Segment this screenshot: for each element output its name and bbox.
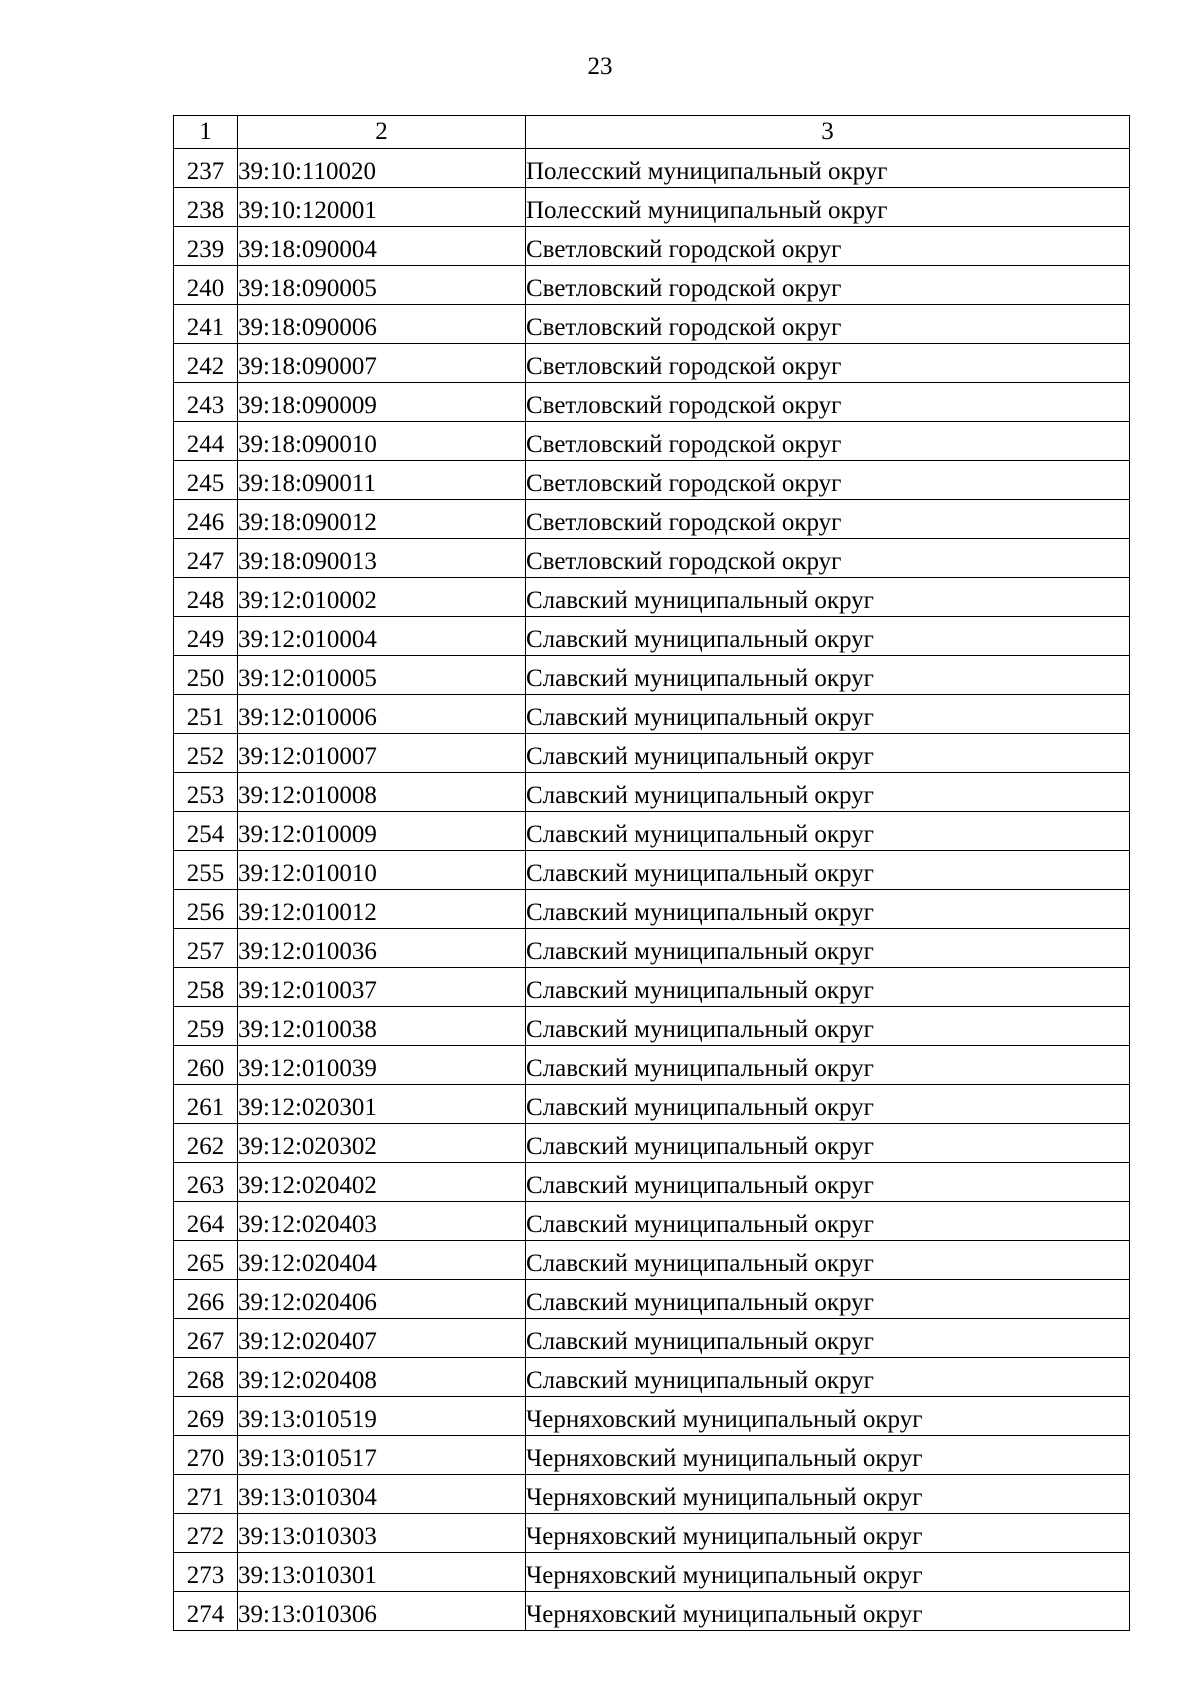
row-number: 259 xyxy=(174,1007,238,1046)
row-number: 262 xyxy=(174,1124,238,1163)
table-row xyxy=(174,1514,1130,1553)
table-row xyxy=(174,968,1130,1007)
row-number: 260 xyxy=(174,1046,238,1085)
cadastral-code: 39:12:010010 xyxy=(238,851,526,890)
row-number: 245 xyxy=(174,461,238,500)
district-name: Славский муниципальный округ xyxy=(526,1007,1130,1046)
row-number: 272 xyxy=(174,1514,238,1553)
table-header-row xyxy=(174,116,1130,149)
row-number: 240 xyxy=(174,266,238,305)
district-name: Черняховский муниципальный округ xyxy=(526,1514,1130,1553)
district-name: Славский муниципальный округ xyxy=(526,773,1130,812)
table-row xyxy=(174,929,1130,968)
cadastral-code: 39:10:120001 xyxy=(238,188,526,227)
table-row xyxy=(174,383,1130,422)
row-number: 239 xyxy=(174,227,238,266)
table-body xyxy=(174,149,1130,1631)
row-number: 264 xyxy=(174,1202,238,1241)
row-number: 273 xyxy=(174,1553,238,1592)
cadastral-code: 39:12:020402 xyxy=(238,1163,526,1202)
district-name: Черняховский муниципальный округ xyxy=(526,1592,1130,1631)
row-number: 248 xyxy=(174,578,238,617)
row-number: 241 xyxy=(174,305,238,344)
cadastral-code: 39:12:010039 xyxy=(238,1046,526,1085)
cadastral-code: 39:12:010036 xyxy=(238,929,526,968)
table-row xyxy=(174,539,1130,578)
column-header-district: 3 xyxy=(526,116,1130,149)
table-row xyxy=(174,1475,1130,1514)
cadastral-code: 39:18:090009 xyxy=(238,383,526,422)
table-row xyxy=(174,1592,1130,1631)
district-name: Славский муниципальный округ xyxy=(526,1163,1130,1202)
cadastral-code: 39:12:010002 xyxy=(238,578,526,617)
column-header-number: 1 xyxy=(174,116,238,149)
column-header-cadastral-code: 2 xyxy=(238,116,526,149)
district-name: Черняховский муниципальный округ xyxy=(526,1475,1130,1514)
table-row xyxy=(174,1553,1130,1592)
row-number: 251 xyxy=(174,695,238,734)
table-row xyxy=(174,617,1130,656)
row-number: 256 xyxy=(174,890,238,929)
table-row xyxy=(174,1241,1130,1280)
district-name: Славский муниципальный округ xyxy=(526,929,1130,968)
cadastral-code: 39:12:010006 xyxy=(238,695,526,734)
district-name: Славский муниципальный округ xyxy=(526,968,1130,1007)
cadastral-code: 39:18:090006 xyxy=(238,305,526,344)
cadastral-code: 39:18:090010 xyxy=(238,422,526,461)
table-row xyxy=(174,1358,1130,1397)
district-name: Светловский городской округ xyxy=(526,500,1130,539)
cadastral-code: 39:12:010007 xyxy=(238,734,526,773)
cadastral-code: 39:18:090005 xyxy=(238,266,526,305)
row-number: 270 xyxy=(174,1436,238,1475)
table-row xyxy=(174,1085,1130,1124)
district-name: Славский муниципальный округ xyxy=(526,812,1130,851)
row-number: 238 xyxy=(174,188,238,227)
page-number: 23 xyxy=(587,53,613,80)
district-name: Черняховский муниципальный округ xyxy=(526,1436,1130,1475)
table-row xyxy=(174,1280,1130,1319)
table-row xyxy=(174,734,1130,773)
cadastral-code: 39:18:090012 xyxy=(238,500,526,539)
cadastral-code: 39:12:020403 xyxy=(238,1202,526,1241)
district-name: Светловский городской округ xyxy=(526,461,1130,500)
cadastral-code: 39:12:010037 xyxy=(238,968,526,1007)
cadastral-code: 39:18:090013 xyxy=(238,539,526,578)
district-name: Славский муниципальный округ xyxy=(526,1202,1130,1241)
row-number: 268 xyxy=(174,1358,238,1397)
row-number: 244 xyxy=(174,422,238,461)
cadastral-code: 39:13:010306 xyxy=(238,1592,526,1631)
cadastral-code: 39:12:020407 xyxy=(238,1319,526,1358)
cadastral-code: 39:12:010009 xyxy=(238,812,526,851)
table-row xyxy=(174,1436,1130,1475)
table-row xyxy=(174,227,1130,266)
row-number: 255 xyxy=(174,851,238,890)
row-number: 263 xyxy=(174,1163,238,1202)
cadastral-code: 39:12:010004 xyxy=(238,617,526,656)
table-row xyxy=(174,773,1130,812)
district-name: Светловский городской округ xyxy=(526,305,1130,344)
row-number: 243 xyxy=(174,383,238,422)
row-number: 242 xyxy=(174,344,238,383)
cadastral-code: 39:18:090011 xyxy=(238,461,526,500)
row-number: 237 xyxy=(174,149,238,188)
row-number: 258 xyxy=(174,968,238,1007)
table-row xyxy=(174,500,1130,539)
table-row xyxy=(174,1397,1130,1436)
district-name: Славский муниципальный округ xyxy=(526,1280,1130,1319)
table-row xyxy=(174,1046,1130,1085)
district-name: Славский муниципальный округ xyxy=(526,1241,1130,1280)
district-name: Полесский муниципальный округ xyxy=(526,188,1130,227)
cadastral-code: 39:12:020406 xyxy=(238,1280,526,1319)
table-row xyxy=(174,1124,1130,1163)
cadastral-code: 39:13:010301 xyxy=(238,1553,526,1592)
table-row xyxy=(174,422,1130,461)
cadastral-code: 39:10:110020 xyxy=(238,149,526,188)
row-number: 271 xyxy=(174,1475,238,1514)
row-number: 257 xyxy=(174,929,238,968)
row-number: 253 xyxy=(174,773,238,812)
table-row xyxy=(174,305,1130,344)
table-row xyxy=(174,656,1130,695)
district-name: Славский муниципальный округ xyxy=(526,890,1130,929)
table-row xyxy=(174,149,1130,188)
district-name: Славский муниципальный округ xyxy=(526,1085,1130,1124)
row-number: 250 xyxy=(174,656,238,695)
row-number: 266 xyxy=(174,1280,238,1319)
district-name: Светловский городской округ xyxy=(526,422,1130,461)
district-name: Славский муниципальный округ xyxy=(526,656,1130,695)
cadastral-code: 39:12:010005 xyxy=(238,656,526,695)
cadastral-code: 39:18:090004 xyxy=(238,227,526,266)
district-name: Славский муниципальный округ xyxy=(526,695,1130,734)
district-name: Полесский муниципальный округ xyxy=(526,149,1130,188)
row-number: 265 xyxy=(174,1241,238,1280)
table-row xyxy=(174,1163,1130,1202)
cadastral-code: 39:18:090007 xyxy=(238,344,526,383)
table-row xyxy=(174,266,1130,305)
district-name: Славский муниципальный округ xyxy=(526,1358,1130,1397)
table-row xyxy=(174,851,1130,890)
district-name: Светловский городской округ xyxy=(526,266,1130,305)
district-name: Славский муниципальный округ xyxy=(526,1046,1130,1085)
cadastral-code: 39:12:020404 xyxy=(238,1241,526,1280)
row-number: 269 xyxy=(174,1397,238,1436)
row-number: 267 xyxy=(174,1319,238,1358)
table-row xyxy=(174,1007,1130,1046)
table-row xyxy=(174,890,1130,929)
cadastral-code: 39:12:010012 xyxy=(238,890,526,929)
row-number: 247 xyxy=(174,539,238,578)
district-name: Славский муниципальный округ xyxy=(526,1319,1130,1358)
cadastral-code: 39:13:010519 xyxy=(238,1397,526,1436)
table-row xyxy=(174,461,1130,500)
row-number: 249 xyxy=(174,617,238,656)
district-name: Светловский городской округ xyxy=(526,344,1130,383)
district-name: Славский муниципальный округ xyxy=(526,578,1130,617)
table-row xyxy=(174,1202,1130,1241)
row-number: 261 xyxy=(174,1085,238,1124)
row-number: 252 xyxy=(174,734,238,773)
row-number: 254 xyxy=(174,812,238,851)
cadastral-code: 39:12:010008 xyxy=(238,773,526,812)
cadastral-code: 39:12:020302 xyxy=(238,1124,526,1163)
table-row xyxy=(174,812,1130,851)
district-name: Славский муниципальный округ xyxy=(526,1124,1130,1163)
table-row xyxy=(174,188,1130,227)
district-name: Светловский городской округ xyxy=(526,227,1130,266)
district-name: Черняховский муниципальный округ xyxy=(526,1397,1130,1436)
table-row xyxy=(174,578,1130,617)
row-number: 274 xyxy=(174,1592,238,1631)
district-name: Светловский городской округ xyxy=(526,539,1130,578)
cadastral-code: 39:12:020301 xyxy=(238,1085,526,1124)
district-name: Славский муниципальный округ xyxy=(526,851,1130,890)
district-name: Черняховский муниципальный округ xyxy=(526,1553,1130,1592)
district-name: Славский муниципальный округ xyxy=(526,734,1130,773)
table-row xyxy=(174,1319,1130,1358)
table-row xyxy=(174,344,1130,383)
cadastral-code: 39:12:010038 xyxy=(238,1007,526,1046)
cadastral-code: 39:13:010517 xyxy=(238,1436,526,1475)
cadastral-code: 39:13:010303 xyxy=(238,1514,526,1553)
district-name: Светловский городской округ xyxy=(526,383,1130,422)
cadastral-code: 39:13:010304 xyxy=(238,1475,526,1514)
table-row xyxy=(174,695,1130,734)
district-name: Славский муниципальный округ xyxy=(526,617,1130,656)
cadastral-code: 39:12:020408 xyxy=(238,1358,526,1397)
row-number: 246 xyxy=(174,500,238,539)
cadastral-table xyxy=(173,115,1130,1631)
